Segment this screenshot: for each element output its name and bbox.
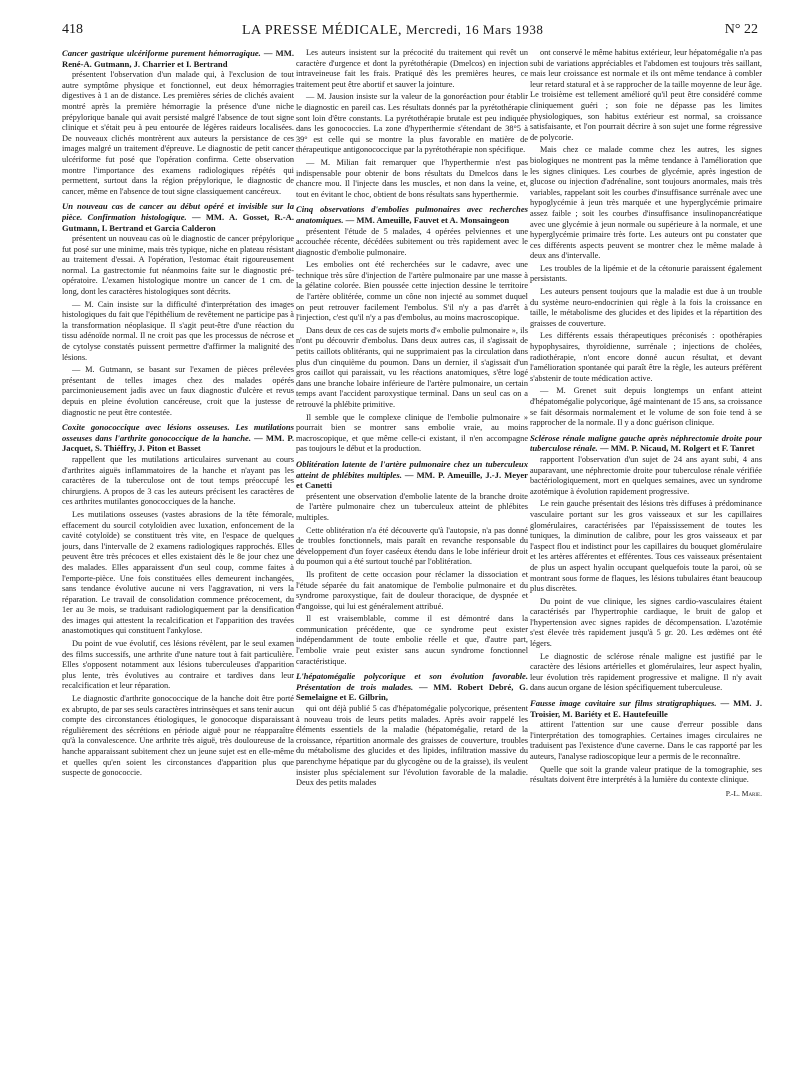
paragraph: Ils profitent de cette occasion pour réclamer la dissociation et l'étude séparée du fait anatomique de l'embolie pulmonaire et du syndrome paroxystique, fait de douleur thoracique, de dyspnée et d'angoisse, qui lui est généralement attribué. [296, 569, 528, 611]
paragraph: Le diagnostic de sclérose rénale maligne est justifié par le caractère des lésions artérielles et glomérulaires, leur aspect hyalin, leur évolution très rapidement progressive et maligne. Il n'y avait dans aucun organe de lésion spécifiquement tuberculeuse. [530, 651, 762, 693]
article-authors: — MM. J. Troisier, M. Bariéty et E. Hautefeuille [530, 698, 762, 719]
journal-title: LA PRESSE MÉDICALE, [242, 23, 403, 38]
article-authors: — MM. P. Nicaud, M. Rolgert et F. Tanret [599, 443, 755, 454]
paragraph: qui ont déjà publié 5 cas d'hépatomégalie polycorique, présentent à nouveau trois de leurs petits malades. Après avoir rappelé les éléments essentiels de la maladie (hépatomégalie, retard de la croissance, répartition anormale des graisses de couverture, troubles du métabolisme des glucides et des lipides, infiltration massive du parenchyme hépatique par du glycogène ou de la graisse), ils veulent insister plus spécialement sur l'évolution favorable de la maladie. Deux des petits malades [296, 704, 528, 788]
issue-number: N° 22 [724, 22, 758, 37]
paragraph: Quelle que soit la grande valeur pratique de la tomographie, ses résultats doivent être interprétés à la lumière du contexte clinique. [530, 764, 762, 785]
paragraph: Les troubles de la lipémie et de la cétonurie paraissent également persistants. [530, 263, 762, 284]
paragraph: Mais chez ce malade comme chez les autres, les signes biologiques ne montrent pas la même tendance à l'amélioration que les signes cliniques. Les courbes de glycémie, après ingestion de glucose ou injection d'adrénaline, sont toujours anormales, mais très variables, rappelant soit les courbes d'insuffisance surrénale avec une hypoglycémie à jeun très marquée et une hyperglycémie primaire assez faible ; soit les courbes d'insuffisance insulinopancréatique avec une glycémie à jeun normale ou supérieure à la normale, et une hyperglycémie primaire très forte. Les auteurs ont pu constater que ces différents aspects peuvent se montrer chez le même malade à deux ans d'intervalle. [530, 145, 762, 261]
paragraph: — M. Jausion insiste sur la valeur de la gonoréaction pour établir le diagnostic en pareil cas. Les résultats donnés par la pyrétothérapie sont loin d'être constants. La pyrétothérapie brutale est peu indiquée dans les gonococcies. La zone d'hyperthermie s'étendant de 38°5 à 39° est celle qui se montre la plus favorable en matière de thérapeutique antigonococcique par la pyrétothérapie non spécifique. [296, 92, 528, 155]
article-title-text: Cancer gastrique ulcériforme purement hémorragique. [62, 48, 261, 58]
article-title [530, 433, 762, 454]
article-title [530, 698, 762, 719]
paragraph: — M. Cain insiste sur la difficulté d'interprétation des images histologiques du fait que l'épithélium de revêtement ne participe pas à la transformation néoplasique. Il s'agit peut-être d'une réaction du tissu adénoïde normal. Il ne croit pas que les processus de nécrose et de cytolyse constatés puissent permettre d'affirmer la malignité des lésions. [62, 299, 294, 362]
article-title-text: Fausse image cavitaire sur films stratigraphiques. [530, 698, 717, 709]
column-2 [296, 48, 528, 1048]
article-title-text: Un nouveau cas de cancer au début opéré et invisible sur la pièce. Confirmation histologique. [62, 201, 294, 222]
article-title-text: Oblitération latente de l'artère pulmonaire chez un tuberculeux atteint de phlébites multiples. [296, 458, 528, 480]
paragraph: Il semble que le complexe clinique de l'embolie pulmonaire » pourrait bien se montrer sans embolie vraie, au moins macroscopique, et que même celle-ci existant, il n'en accompagne pas toujours le début et la production. [296, 412, 528, 454]
article-title [296, 459, 528, 491]
article-authors: — MM. Ameuille, Fauvet et A. Monsaingeon [345, 214, 510, 225]
article-authors: — MM. P. Ameuille, J.-J. Meyer et Canetti [296, 469, 528, 491]
author-signature: P.-L. Marie. [725, 788, 762, 798]
paragraph: Les embolies ont été recherchées sur le cadavre, avec une technique très sûre d'injection de l'artère pulmonaire par une masse à la gélatine colorée. Bien poussée cette injection dessine le territoire de l'artère oblitérée, comme un cône non injecté au sommet duquel on peut retrouver facilement l'embolus. S'il n'y a pas d'arrêt à l'injection, c'est qu'il n'y a pas d'embolus, au moins macroscopique. [296, 260, 528, 323]
article-authors: — MM. Robert Debré, G. Semelaigne et E. Gilbrin, [296, 681, 528, 703]
article-title-text: Coxite gonococcique avec lésions osseuses. Les mutilations osseuses dans l'arthrite gonococcique de la hanche. [62, 422, 294, 443]
article-title [296, 671, 528, 703]
article-authors: — MM. P. Jacquet, S. Thiéffry, J. Piton et Basset [62, 432, 294, 454]
article-authors: — MM. René-A. Gutmann, J. Charrier et I. Bertrand [62, 48, 294, 69]
article-title [62, 422, 294, 454]
page-number: 418 [62, 22, 83, 37]
paragraph: présentent une observation d'embolie latente de la branche droite de l'artère pulmonaire chez un tuberculeux atteint de phlébites multiples. [296, 491, 528, 522]
paragraph: Les auteurs insistent sur la précocité du traitement qui revêt un caractère d'urgence et dont la pyrétothérapie (Dmelcos) en injection intraveineuse fait les frais. Pratiqué dès les premières heures, ce traitement peut être abortif et sauver la jointure. [296, 48, 528, 89]
page-header [62, 22, 758, 46]
paragraph: rapportent l'observation d'un sujet de 24 ans ayant subi, 4 ans auparavant, une néphrectomie droite pour tuberculose rénale vérifiée bactériologiquement, mort en quelques semaines, avec un syndrome azotémique à évolution rapidement progressive. [530, 454, 762, 496]
column-3 [530, 48, 762, 1048]
article-title [62, 201, 294, 233]
issue-date: Mercredi, 16 Mars 1938 [406, 22, 544, 37]
column-1 [62, 48, 294, 1048]
paragraph: Les différents essais thérapeutiques préconisés : opothérapies hypophysaires, thyroïdienne, surrénale ; injections de cholées, radiothérapie, n'ont encore donné aucun résultat, et devant l'amélioration spontanée qui paraît être la règle, les auteurs préfèrent s'abstenir de toute médication active. [530, 331, 762, 383]
paragraph: présentent l'observation d'un malade qui, à l'exclusion de tout autre symptôme physique et fonctionnel, eut deux hémorragies digestives à 1 an de distance. Les premières séries de clichés avaient montré après la première hémorragie la présence d'une niche prépylorique banale qui avait persisté malgré l'absence de tout signe clinique et s'était peu à peu entourée de légères raideurs localisées. De nouveaux clichés montrèrent aux auteurs la persistance de ces images malgré un traitement d'épreuve. Le diagnostic de petit cancer ulcériforme fut posé que l'opération confirma. Cette observation montre l'importance des examens radiologiques répétés qui permettent, surtout dans la région prépylorique, le diagnostic de cancer, même en l'absence de tout signe classiquement cancéreux. [62, 70, 294, 196]
paragraph: Cette oblitération n'a été découverte qu'à l'autopsie, n'a pas donné de troubles fonctionnels, mais paraît en revanche responsable du développement d'un foyer caséeux étendu dans le lobe inférieur droit du poumon qui a été surtout touché par l'oblitération. [296, 525, 528, 567]
paragraph: rappellent que les mutilations articulaires survenant au cours d'arthrites aiguës inflammatoires de la hanche et n'ayant pas les caractères de la tuberculose ont de tout temps préoccupé les chirurgiens. A propos de 3 cas les auteurs précisent les caractères de ces arthrites mutilantes gonococciques de la hanche. [62, 454, 294, 507]
paragraph: ont conservé le même habitus extérieur, leur hépatomégalie n'a pas subi de variations appréciables et l'abdomen est toujours très saillant, mais leur croissance est normale et ils ont même tendance à combler leur retard statural et à se rapprocher de la taille moyenne de leur âge. Le troisième est tellement amélioré qu'il peut être considéré comme cliniquement guéri ; son foie ne dépasse pas les limites physiologiques, son habitus extérieur est normal, sa croissance satisfaisante, et l'on pourrait décrire à son sujet une forme régressive de polycorie. [530, 48, 762, 142]
paragraph: Dans deux de ces cas de sujets morts d'« embolie pulmonaire », ils n'ont pu découvrir d'embolus. Dans deux autres cas, il s'agissait de petits caillots oblitérants, qui ne supprimaient pas la circulation dans plus d'un cinquième du poumon. Dans un dernier, il s'agissait d'un gros caillot qui paraissait, vu les réactions anatomiques, s'être logé dans une branche lobaire inférieure de l'artère pulmonaire, un certain temps avant l'accident paroxystique terminal. Dans un seul cas on a retrouvé la phlébite primitive. [296, 325, 528, 409]
article-title-text: Cinq observations d'embolies pulmonaires avec recherches anatomiques. [296, 204, 528, 225]
paragraph: présentent un nouveau cas où le diagnostic de cancer prépylorique fut posé sur une minime, mais très typique, niche en plateau résistant au traitement d'essai. A l'opération, l'estomac était rigoureusement normal. La gastrectomie fut néanmoins faite sur le diagnostic pré-opératoire. L'examen histologique montre un cancer de 1 cm. de long, dont les caractères histologiques sont décrits. [62, 234, 294, 297]
article-title-text: L'hépatomégalie polycorique et son évolution favorable. Présentation de trois malades. [296, 671, 528, 692]
article-title [296, 204, 528, 225]
article-title-text: Sclérose rénale maligne gauche après néphrectomie droite pour tuberculose rénale. [530, 432, 762, 454]
paragraph: attirent l'attention sur une cause d'erreur possible dans l'interprétation des tomographies. Certaines images circulaires ne traduisent pas l'existence d'une caverne. Dans le cas rapporté par les auteurs, l'analyse radioscopique leur a permis de le reconnaître. [530, 720, 762, 761]
paragraph: Le diagnostic d'arthrite gonococcique de la hanche doit être porté ex abrupto, de par ses seuls caractères intrinsèques et sans tenir aucun compte des circonstances étiologiques, le gonocoque disparaissant régulièrement des sécrétions en période aiguë pour ne réapparaître qu'à la convalescence. Une arthrite très aiguë, très douloureuse de la hanche apparaissant subitement chez un jeune sujet est en elle-même et quelles qu'en soient les circonstances d'apparition plus que suspecte de gonococcie. [62, 694, 294, 778]
paragraph: Du point de vue évolutif, ces lésions révèlent, par le seul examen des films successifs, une arthrite d'une nature tout à fait particulière. Elles s'opposent notamment aux lésions tuberculeuses d'apparition plus lente, très évolutives au contraire et tardives dans leur recalcification et leur réparation. [62, 639, 294, 691]
article-title [62, 48, 294, 69]
article-authors: — MM. A. Gosset, R.-A. Gutmann, I. Bertrand et Garcia Calderon [62, 211, 294, 233]
paragraph: — M. Grenet suit depuis longtemps un enfant atteint d'hépatomégalie polycorique, âgé maintenant de 15 ans, sa croissance se fait désormais normalement et le volume de son foie tend à se rapprocher de la normale. Il y a donc guérison clinique. [530, 386, 762, 428]
paragraph: — M. Gutmann, se basant sur l'examen de pièces prélevées présentant de telles images chez des malades opérés parcimonieusement jadis avec un faux diagnostic d'ulcère et revus depuis en pleine évolution cancéreuse, croit que la justesse de diagnostic ne peut être contestée. [62, 365, 294, 417]
running-head [242, 22, 543, 39]
article-columns [62, 48, 762, 1048]
paragraph: — M. Milian fait remarquer que l'hyperthermie n'est pas indispensable pour obtenir de bons résultats du Dmelcos dans le chancre mou. Il l'injecte dans les muscles, et non dans la veine, et, tout en évitant le choc, obtient de bons résultats sans hyperthermie. [296, 157, 528, 199]
paragraph: Le rein gauche présentait des lésions très diffuses à prédominance vasculaire portant sur les gros vaisseaux et sur les capillaires glomérulaires, caractérisées par l'épaississement de toutes les tuniques, la diminution de calibre, pour les gros vaisseaux et par l'aspect flou et indistinct pour les capillaires du bouquet glomérulaire et les artères afférentes et efférentes. Tous ces vaisseaux présentaient de plus un aspect hyalin occupant quelquefois toute la paroi, où se montrant sous forme de flaques, les lésions tubulaires étant beaucoup plus discrètes. [530, 499, 762, 594]
paragraph: Les auteurs pensent toujours que la maladie est due à un trouble du système neuro-endocrinien qui règle à la fois la croissance en taille, le métabolisme des glucides et des lipides et la répartition des graisses de couverture. [530, 287, 762, 328]
paragraph: Les mutilations osseuses (vastes abrasions de la tête fémorale, effacement du sourcil cotyloïdien avec luxation, enfoncement de la cavité cotyloïde) se constituent très vite, en l'espace de quelques jours, dans l'intervalle de 2 examens radiologiques rapprochés. Elles peuvent être très précoces et elles existaient dès le 8e jour chez une des malades. Elles apparaissent d'un seul coup, comme faites à l'emporte-pièce. Une fois constituées elles demeurent inchangées, sans tendance évolutive aucune ni vers l'aggravation, ni vers la réparation. Le travail de consolidation commence précocement, du 1er au 3e mois, se traduisant radiologiquement par la densification des images qui attestent la recalcification et l'apparition des travées anastomotiques qui constituent l'ankylose. [62, 509, 294, 636]
paragraph: Du point de vue clinique, les signes cardio-vasculaires étaient caractérisés par l'hypertrophie cardiaque, le bruit de galop et l'hypertension avec signes rapides de décompensation. L'azotémie s'est élevée très rapidement jusqu'à 5 gr. 20. Les œdèmes ont été légers. [530, 596, 762, 649]
paragraph: Il est vraisemblable, comme il est démontré dans la communication précédente, que ce syndrome peut exister indépendamment de toute embolie réelle et que, d'autre part, l'embolie vraie peut exister sans aucun syndrome fonctionnel caractéristique. [296, 614, 528, 666]
paragraph: présentent l'étude de 5 malades, 4 opérées pelviennes et une accouchée récente, décédées subitement ou très rapidement avec le diagnostic d'embolie pulmonaire. [296, 226, 528, 257]
